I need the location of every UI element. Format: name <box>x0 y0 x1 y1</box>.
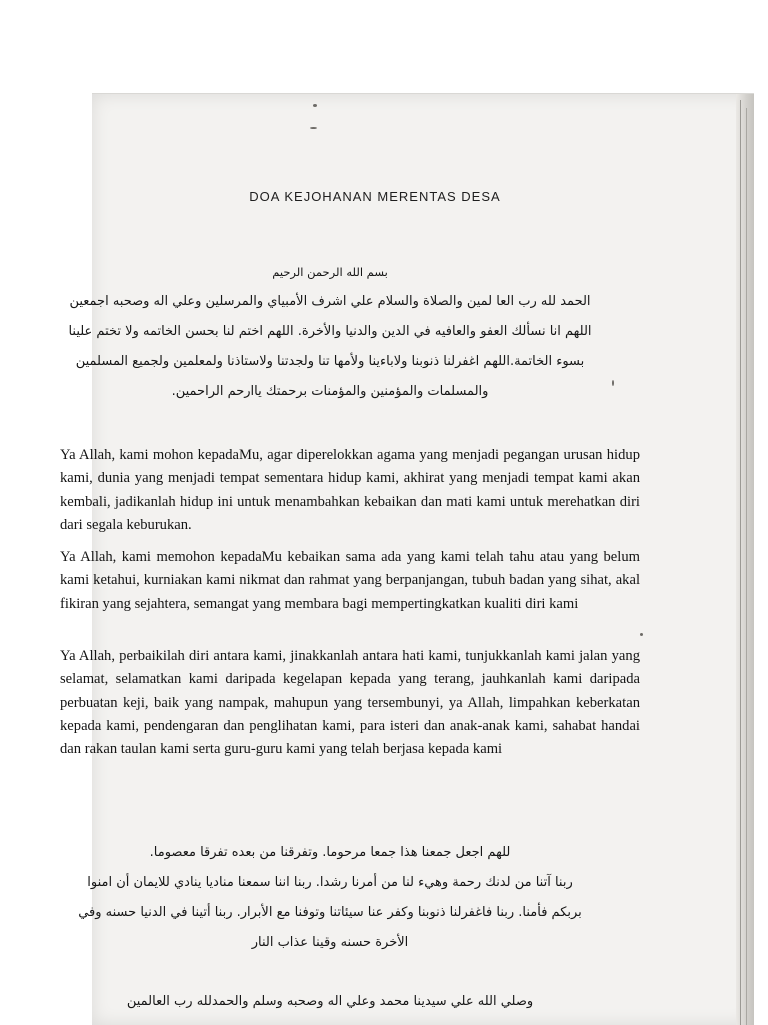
arabic-line: بسوء الخاتمة.اللهم اغفرلنا ذنوبنا ولاباءينا ولأمها تنا ولجدتنا ولاستاذنا ولمعلمين ولجميع المسلمين <box>75 354 585 369</box>
document-title: DOA KEJOHANAN MERENTAS DESA <box>249 189 501 204</box>
basmala-line: بسم الله الرحمن الرحيم <box>272 265 388 279</box>
page-edge <box>736 94 754 1025</box>
scan-speck <box>640 633 643 636</box>
arabic-line: الحمد لله رب العا لمين والصلاة والسلام علي اشرف الأمبياي والمرسلين وعلي اله وصحبه اجمعين <box>69 294 591 309</box>
arabic-line: الأخرة حسنه وقينا عذاب النار <box>251 935 409 950</box>
malay-paragraph-2: Ya Allah, kami memohon kepadaMu kebaikan sama ada yang kami telah tahu atau yang belum kami ketahui, kurniakan kami nikmat dan rahmat yang berpanjangan, tubuh badan yang sihat, akal fikiran yang sejahtera, semangat yang membara bagi mempertingkatkan kualiti diri kami <box>60 549 640 612</box>
arabic-line: اللهم انا نسألك العفو والعافيه في الدين والدنيا والأخرة. اللهم اختم لنا بحسن الخاتمه ولا تختم علينا <box>68 324 592 339</box>
arabic-opening-prayer <box>60 261 600 407</box>
scan-speck <box>310 127 317 129</box>
scan-speck <box>612 380 614 386</box>
malay-paragraph-1: Ya Allah, kami mohon kepadaMu, agar diperelokkan agama yang menjadi pegangan urusan hidup kami, dunia yang menjadi tempat sementara hidup kami, akhirat yang menjadi tempat kami akan kembali, jadikanlah hidup ini untuk menambahkan kebaikan dan mati kami untuk merehatkan diri dari segala keburukan. <box>60 447 640 533</box>
arabic-line: بربكم فأمنا. ربنا فاغفرلنا ذنوبنا وكفر عنا سيئاتنا وتوفنا مع الأبرار. ربنا أتينا في الدنيا حسنه وفي <box>78 905 582 920</box>
arabic-line: للهم اجعل جمعنا هذا جمعا مرحوما. وتفرقنا من بعده تفرقا معصوما. <box>149 845 511 860</box>
arabic-line: وصلي الله علي سيدينا محمد وعلي اله وصحبه وسلم والحمدلله رب العالمين <box>126 994 534 1009</box>
malay-paragraph-3: Ya Allah, perbaikilah diri antara kami, jinakkanlah antara hati kami, tunjukkanlah kami jalan yang selamat, selamatkan kami daripada kegelapan kepada yang terang, jauhkanlah kami daripada perbuatan keji, baik yang nampak, mahupun yang tersembunyi, ya Allah, limpahkan keberkatan kepada kami, pendengaran dan penglihatan kami, para isteri dan anak-anak kami, sahabat handai dan rakan taulan kami serta guru-guru kami yang telah berjasa kepada kami <box>60 648 640 758</box>
arabic-closing-prayer <box>60 838 600 958</box>
scan-speck <box>313 104 317 107</box>
arabic-line: والمسلمات والمؤمنين والمؤمنات برحمتك ياارحم الراحمين. <box>171 384 489 399</box>
arabic-final-salutation <box>60 990 600 1014</box>
arabic-line: ربنا آتنا من لدنك رحمة وهيء لنا من أمرنا رشدا. ربنا اننا سمعنا مناديا ينادي للايمان أن امنوا <box>87 875 573 890</box>
